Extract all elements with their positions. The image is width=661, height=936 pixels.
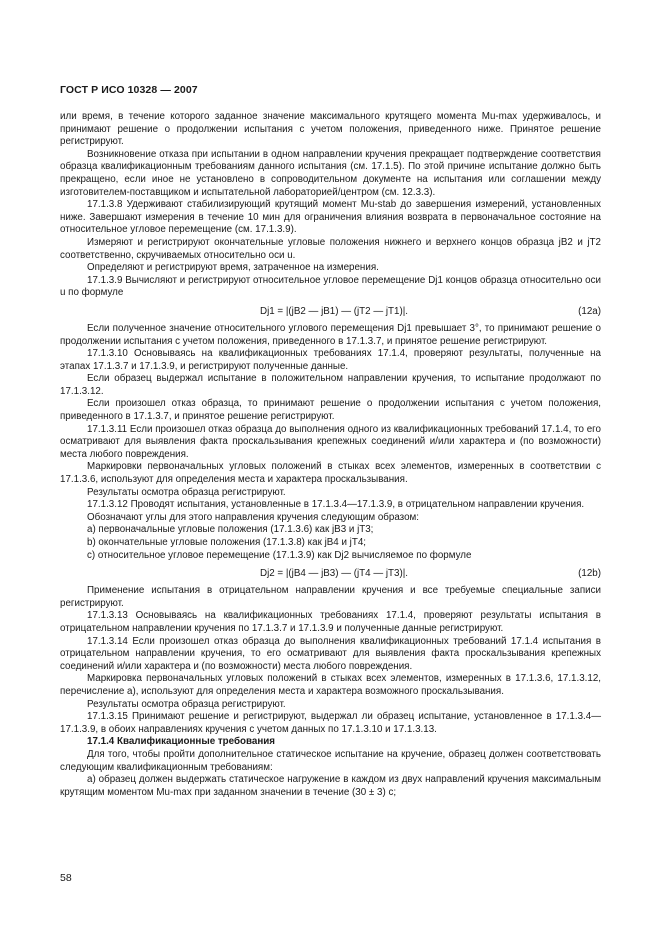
formula-number: (12a) xyxy=(578,305,601,317)
paragraph: 17.1.3.8 Удерживают стабилизирующий крутящий момент Mu-stab до завершения измерений, установленных ниже. Завершают измерения в течение 10 мин для ограничения влияния возврата в первоначальное состояние на относительное угловое перемещение (см. 17.1.3.9). xyxy=(60,199,601,236)
section-heading: 17.1.4 Квалификационные требования xyxy=(87,736,276,748)
formula-text: Dj1 = |(jB2 — jB1) — (jT2 — jT1)|. xyxy=(260,305,408,317)
formula-text: Dj2 = |(jB4 — jB3) — (jT4 — jT3)|. xyxy=(260,568,408,580)
list-item: c) относительное угловое перемещение (17.1.3.9) как Dj2 вычисляемое по формуле xyxy=(87,549,472,561)
paragraph: Если произошел отказ образца, то принимают решение о продолжении испытания с учетом положения, приведенного в 17.1.3.7, и принятое решение регистрируют. xyxy=(60,398,601,423)
body-text xyxy=(60,111,601,799)
paragraph: 17.1.3.14 Если произошел отказ образца до выполнения квалификационных требований 17.1.4 испытания в отрицательном направлении кручения, то его осматривают для выявления факта проскальзывания крепежных соединений и/или характера и (по возможности) места любого повреждения. xyxy=(60,635,601,672)
paragraph: 17.1.3.13 Основываясь на квалификационных требованиях 17.1.4, проверяют результаты испытания в отрицательном направлении кручения по 17.1.3.7 и 17.1.3.9 и полученные данные регистрируют. xyxy=(60,610,601,634)
paragraph: Если образец выдержал испытание в положительном направлении кручения, то испытание продолжают по 17.1.3.12. xyxy=(60,373,601,397)
list-item: a) первоначальные угловые положения (17.1.3.6) как jB3 и jT3; xyxy=(87,524,374,536)
paragraph: Маркировка первоначальных угловых положений в стыках всех элементов, измеренных в 17.1.3.6, 17.1.3.12, перечисление а), используют для определения места и характера возможного проскальзывания. xyxy=(60,673,601,697)
paragraph: Применение испытания в отрицательном направлении кручения и все требуемые специальные записи регистрируют. xyxy=(60,585,601,609)
running-header: ГОСТ Р ИСО 10328 — 2007 xyxy=(60,84,198,96)
page-number: 58 xyxy=(60,872,72,884)
formula-12b xyxy=(60,566,601,582)
formula-12a xyxy=(60,304,601,320)
paragraph: Маркировки первоначальных угловых положений в стыках всех элементов, измеренных в соответствии с 17.1.3.6, используют для определения места и характера проскальзывания. xyxy=(60,461,601,486)
paragraph: Возникновение отказа при испытании в одном направлении кручения прекращает подтверждение соответствия образца квалификационным требованиям данного испытания (см. 17.1.5). По этой причине испытание должно быть прекращено, если иное не установлено в сопроводительном документе на испытания или соглашении между изготовителем-поставщиком и испытательной лабораторией/центром (см. 12.3.3). xyxy=(60,148,601,198)
paragraph: Измеряют и регистрируют окончательные угловые положения нижнего и верхнего концов образца jB2 и jT2 соответственно, скручиваемых относительно оси u. xyxy=(60,236,601,261)
paragraph: 17.1.3.12 Проводят испытания, установленные в 17.1.3.4—17.1.3.9, в отрицательном направлении кручения. xyxy=(87,499,585,511)
list-item: b) окончательные угловые положения (17.1.3.8) как jB4 и jT4; xyxy=(87,537,367,548)
paragraph: Если полученное значение относительного углового перемещения Dj1 превышает 3°, то принимают решение о продолжении испытания с учетом положения, приведенного в 17.1.3.7, и принятое решение регистрируют. xyxy=(60,322,601,347)
paragraph: Обозначают углы для этого направления кручения следующим образом: xyxy=(87,511,419,523)
paragraph: Результаты осмотра образца регистрируют. xyxy=(87,486,286,498)
formula-number: (12b) xyxy=(578,568,601,580)
paragraph: 17.1.3.15 Принимают решение и регистрируют, выдержал ли образец испытание, установленное в 17.1.3.4—17.1.3.9, в обоих направлениях кручения с учетом данных по 17.1.3.10 и 17.1.3.13. xyxy=(60,711,601,735)
paragraph: Результаты осмотра образца регистрируют. xyxy=(87,698,286,710)
paragraph: 17.1.3.10 Основываясь на квалификационных требованиях 17.1.4, проверяют результаты, полученные на этапах 17.1.3.7 и 17.1.3.9, и регистрируют полученные данные. xyxy=(60,348,601,372)
paragraph: или время, в течение которого заданное значение максимального крутящего момента Mu-max удерживалось, и принимают решение о продолжении испытания с учетом положения, приведенного ниже. Принятое решение регистрируют. xyxy=(60,111,601,148)
paragraph: 17.1.3.11 Если произошел отказ образца до выполнения одного из квалификационных требований 17.1.4, то его осматривают для выявления факта проскальзывания крепежных соединений и/или характера и (по возможности) места любого повреждения. xyxy=(60,423,601,460)
list-item: a) образец должен выдержать статическое нагружение в каждом из двух направлений кручения максимальным крутящим моментом Mu-max при заданном значении в течение (30 ± 3) с; xyxy=(60,774,601,798)
paragraph: Для того, чтобы пройти дополнительное статическое испытание на кручение, образец должен соответствовать следующим квалификационным требованиям: xyxy=(60,748,601,773)
paragraph: Определяют и регистрируют время, затраченное на измерения. xyxy=(87,262,379,274)
paragraph: 17.1.3.9 Вычисляют и регистрируют относительное угловое перемещение Dj1 концов образца относительно оси u по формуле xyxy=(60,274,601,299)
